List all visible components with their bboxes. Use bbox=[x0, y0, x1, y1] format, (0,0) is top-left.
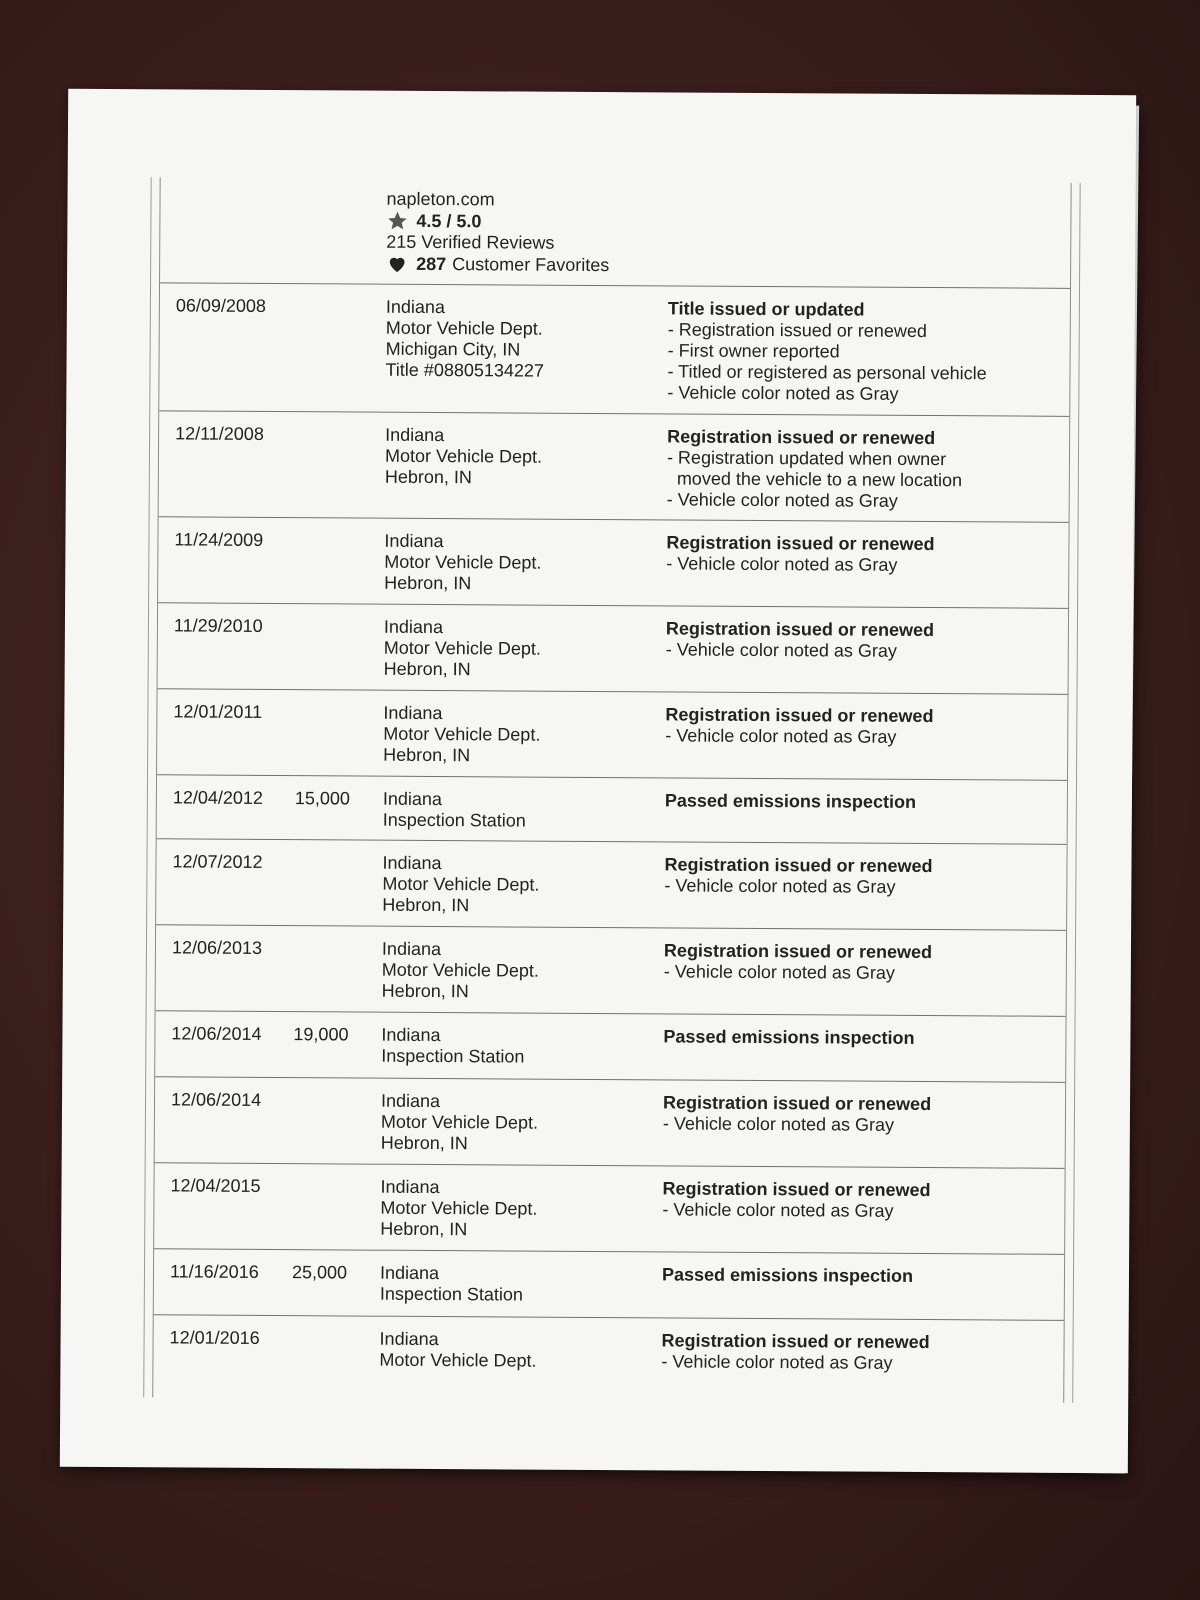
event-detail: - Vehicle color noted as Gray bbox=[666, 553, 898, 575]
record-events bbox=[666, 532, 934, 576]
record-mileage: 25,000 bbox=[291, 1262, 348, 1283]
document-page bbox=[60, 89, 1136, 1473]
source-line: Hebron, IN bbox=[384, 572, 472, 594]
event-title: Registration issued or renewed bbox=[665, 618, 935, 641]
source-line: Hebron, IN bbox=[380, 1132, 468, 1154]
history-record-row bbox=[154, 1163, 1065, 1255]
record-date: 11/16/2016 bbox=[169, 1261, 259, 1282]
event-detail: moved the vehicle to a new location bbox=[666, 468, 963, 491]
record-mileage: 19,000 bbox=[293, 1024, 349, 1045]
source-line: Indiana bbox=[382, 788, 443, 810]
event-detail: - Registration updated when owner bbox=[666, 447, 947, 470]
record-source bbox=[379, 1329, 536, 1372]
record-source bbox=[385, 297, 544, 382]
event-detail: - Vehicle color noted as Gray bbox=[661, 1351, 893, 1373]
event-detail: - Vehicle color noted as Gray bbox=[667, 382, 899, 404]
record-events bbox=[665, 704, 933, 748]
source-line: Hebron, IN bbox=[381, 980, 469, 1002]
record-source bbox=[384, 617, 541, 681]
record-events bbox=[665, 790, 916, 813]
record-date: 12/04/2012 bbox=[172, 787, 264, 808]
record-date: 12/04/2015 bbox=[170, 1175, 261, 1196]
record-date: 12/06/2013 bbox=[171, 937, 263, 958]
record-events bbox=[667, 426, 963, 512]
history-record-row bbox=[156, 925, 1067, 1017]
source-line: Motor Vehicle Dept. bbox=[379, 1349, 537, 1371]
history-record-row bbox=[155, 1077, 1066, 1169]
source-line: Indiana bbox=[380, 1176, 440, 1198]
event-detail: - Vehicle color noted as Gray bbox=[662, 1199, 894, 1221]
history-record-row bbox=[154, 1249, 1064, 1321]
history-record-row bbox=[153, 1315, 1063, 1391]
record-date: 12/01/2016 bbox=[169, 1327, 260, 1348]
star-icon bbox=[386, 210, 408, 232]
record-mileage: 15,000 bbox=[294, 788, 351, 809]
event-detail: - Registration issued or renewed bbox=[667, 319, 927, 342]
record-date: 12/06/2014 bbox=[171, 1023, 262, 1044]
source-line: Indiana bbox=[384, 530, 444, 552]
event-title: Registration issued or renewed bbox=[661, 1330, 930, 1353]
history-record-row bbox=[155, 1011, 1065, 1083]
dealer-header-row bbox=[160, 177, 1071, 289]
event-title: Registration issued or renewed bbox=[665, 704, 934, 727]
source-line: Indiana bbox=[385, 424, 445, 446]
record-source bbox=[381, 1091, 538, 1155]
record-source bbox=[383, 703, 540, 767]
record-date: 06/09/2008 bbox=[175, 295, 267, 316]
source-line: Hebron, IN bbox=[384, 466, 472, 488]
record-source bbox=[383, 789, 526, 832]
record-events bbox=[663, 1092, 931, 1136]
source-line: Indiana bbox=[380, 1090, 441, 1112]
source-line: Indiana bbox=[379, 1262, 440, 1284]
source-line: Motor Vehicle Dept. bbox=[384, 445, 543, 467]
record-events bbox=[663, 1026, 914, 1049]
source-line: Indiana bbox=[385, 296, 446, 318]
record-events bbox=[661, 1330, 929, 1374]
event-title: Passed emissions inspection bbox=[664, 790, 917, 812]
record-events bbox=[662, 1178, 930, 1222]
history-record-row bbox=[157, 689, 1068, 781]
source-line: Indiana bbox=[383, 702, 443, 724]
event-detail: - Vehicle color noted as Gray bbox=[665, 725, 897, 747]
dealer-info bbox=[386, 189, 610, 276]
record-date: 11/24/2009 bbox=[174, 529, 264, 550]
event-title: Registration issued or renewed bbox=[667, 426, 936, 449]
source-line: Motor Vehicle Dept. bbox=[382, 873, 540, 895]
record-events bbox=[666, 618, 934, 662]
source-line: Indiana bbox=[379, 1328, 439, 1350]
source-line: Michigan City, IN bbox=[385, 338, 521, 360]
source-line: Motor Vehicle Dept. bbox=[381, 959, 539, 981]
record-date: 12/01/2011 bbox=[173, 701, 263, 722]
event-detail: - Vehicle color noted as Gray bbox=[662, 1113, 895, 1135]
source-line: Motor Vehicle Dept. bbox=[380, 1111, 539, 1133]
record-source bbox=[385, 425, 542, 489]
source-line: Indiana bbox=[383, 616, 444, 638]
source-line: Inspection Station bbox=[379, 1283, 524, 1305]
event-title: Registration issued or renewed bbox=[662, 1092, 932, 1115]
source-line: Inspection Station bbox=[382, 809, 526, 831]
record-date: 12/07/2012 bbox=[172, 851, 263, 872]
dealer-rating: 4.5 / 5.0 bbox=[386, 210, 609, 233]
source-line: Hebron, IN bbox=[382, 894, 470, 916]
record-source bbox=[382, 853, 539, 917]
record-events bbox=[664, 940, 932, 984]
event-detail: - Titled or registered as personal vehicle bbox=[667, 361, 987, 384]
record-source bbox=[384, 531, 541, 595]
vehicle-history-table bbox=[152, 177, 1071, 1403]
source-line: Indiana bbox=[381, 1024, 441, 1046]
source-line: Indiana bbox=[382, 852, 442, 874]
source-line: Hebron, IN bbox=[383, 744, 471, 766]
record-source bbox=[380, 1177, 537, 1241]
heart-icon bbox=[386, 253, 408, 275]
event-title: Registration issued or renewed bbox=[662, 1178, 931, 1201]
event-detail: - Vehicle color noted as Gray bbox=[664, 875, 896, 897]
record-events bbox=[662, 1264, 913, 1287]
dealer-website: napleton.com bbox=[386, 188, 495, 210]
record-source bbox=[381, 1025, 524, 1068]
event-title: Title issued or updated bbox=[667, 298, 865, 320]
source-line: Hebron, IN bbox=[383, 658, 471, 680]
event-title: Registration issued or renewed bbox=[663, 940, 933, 963]
history-record-row bbox=[156, 839, 1067, 931]
source-line: Inspection Station bbox=[381, 1045, 525, 1067]
history-record-row bbox=[158, 517, 1069, 609]
record-events bbox=[664, 854, 932, 898]
record-date: 11/29/2010 bbox=[173, 615, 263, 636]
history-record-row bbox=[159, 411, 1070, 523]
record-source bbox=[380, 1263, 523, 1306]
source-line: Motor Vehicle Dept. bbox=[383, 637, 541, 659]
event-title: Passed emissions inspection bbox=[661, 1264, 914, 1286]
source-line: Motor Vehicle Dept. bbox=[383, 723, 541, 745]
source-line: Motor Vehicle Dept. bbox=[385, 317, 543, 339]
event-title: Registration issued or renewed bbox=[664, 854, 933, 877]
record-date: 12/11/2008 bbox=[175, 423, 264, 444]
dealer-favorites: 287 Customer Favorites bbox=[386, 253, 609, 276]
history-record-row bbox=[157, 775, 1067, 845]
event-detail: - Vehicle color noted as Gray bbox=[665, 639, 897, 661]
source-line: Motor Vehicle Dept. bbox=[384, 551, 542, 573]
dealer-reviews: 215 Verified Reviews bbox=[386, 231, 555, 253]
history-record-row bbox=[158, 603, 1069, 695]
source-line: Motor Vehicle Dept. bbox=[380, 1197, 538, 1219]
event-detail: - Vehicle color noted as Gray bbox=[666, 489, 898, 511]
event-title: Registration issued or renewed bbox=[666, 532, 935, 555]
record-source bbox=[382, 939, 539, 1003]
event-title: Passed emissions inspection bbox=[663, 1026, 915, 1048]
history-record-row bbox=[159, 283, 1070, 417]
source-line: Hebron, IN bbox=[380, 1218, 468, 1240]
source-line: Title #08805134227 bbox=[385, 359, 545, 381]
source-line: Indiana bbox=[381, 938, 442, 960]
event-detail: - Vehicle color noted as Gray bbox=[663, 961, 896, 983]
event-detail: - First owner reported bbox=[667, 340, 840, 362]
record-events bbox=[667, 298, 987, 405]
record-date: 12/06/2014 bbox=[170, 1089, 262, 1110]
